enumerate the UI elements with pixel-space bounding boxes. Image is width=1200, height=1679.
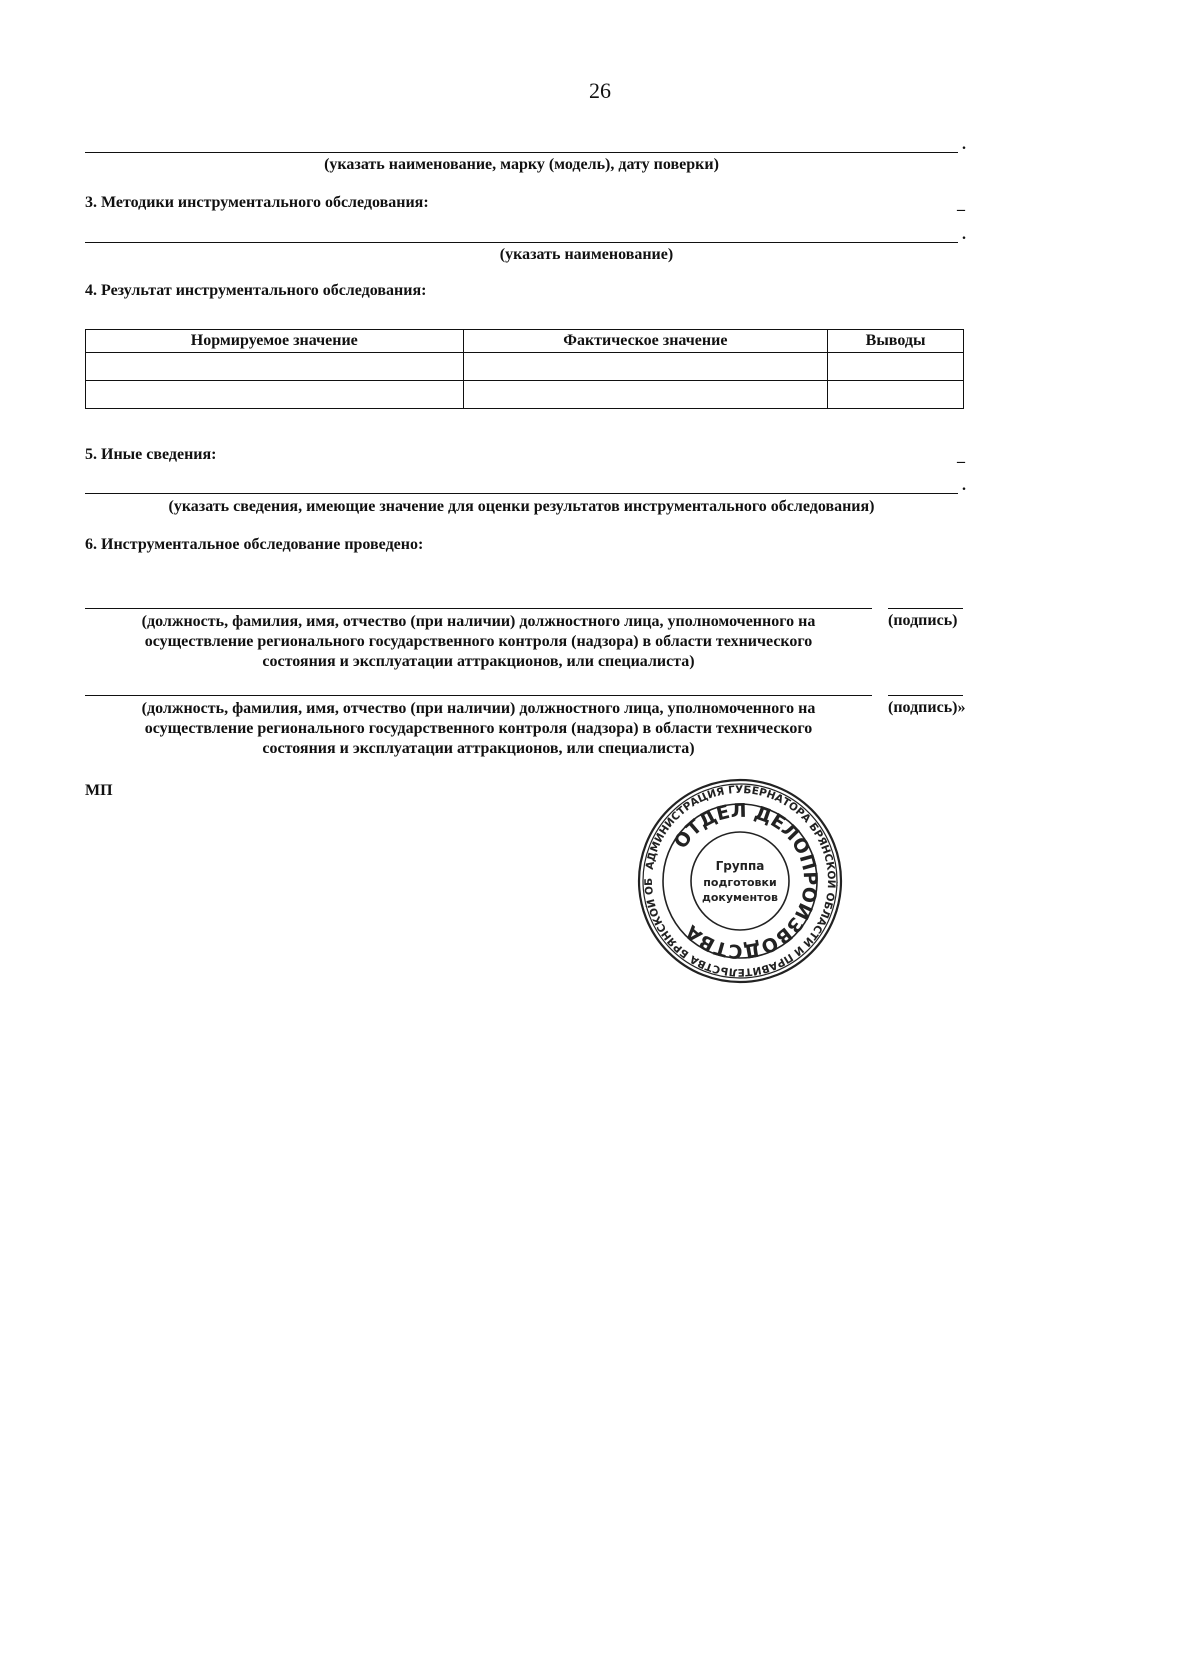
signer2-caption-line2: осуществление регионального государственного контроля (надзора) в области технического [144, 720, 813, 737]
signer2-caption-line3: состояния и эксплуатации аттракционов, или специалиста) [262, 740, 695, 757]
section5-heading: 5. Иные сведения: [85, 446, 217, 463]
signer1-signature-label: (подпись) [888, 612, 958, 629]
section5-end-mark: . [962, 477, 966, 494]
table-row [86, 353, 964, 381]
page-number: 26 [589, 78, 611, 103]
signer2-caption [85, 699, 872, 759]
signer1-name-line[interactable] [85, 608, 872, 609]
column-header-normative: Нормируемое значение [86, 330, 464, 353]
signer1-signature-line[interactable] [888, 608, 963, 609]
section3-end-mark: . [962, 226, 966, 243]
signer2-name-line[interactable] [85, 695, 872, 696]
section3-dash: _ [957, 196, 965, 213]
section5-caption: (указать сведения, имеющие значение для оценки результатов инструментального обследования) [168, 498, 875, 515]
section5-fill-line[interactable] [85, 493, 958, 494]
results-table-header [86, 330, 964, 353]
results-table [85, 329, 964, 409]
signer1-caption-line2: осуществление регионального государственного контроля (надзора) в области технического [144, 633, 813, 650]
section3-heading: 3. Методики инструментального обследования: [85, 194, 429, 211]
mp-label: МП [85, 782, 113, 799]
stamp-seal-icon [635, 776, 845, 986]
device-caption: (указать наименование, марку (модель), дату поверки) [324, 156, 719, 173]
device-line-end-mark: . [962, 136, 966, 153]
column-header-actual: Фактическое значение [463, 330, 828, 353]
table-cell[interactable] [828, 381, 964, 409]
table-row [86, 381, 964, 409]
table-cell[interactable] [828, 353, 964, 381]
table-cell[interactable] [86, 381, 464, 409]
signer2-signature-label: (подпись)» [888, 699, 966, 716]
stamp-outer-text: АДМИНИСТРАЦИЯ ГУБЕРНАТОРА БРЯНСКОЙ ОБЛАСТИ И ПРАВИТЕЛЬСТВА БРЯНСКОЙ ОБ [642, 783, 838, 979]
device-fill-line[interactable] [85, 152, 958, 153]
column-header-conclusions: Выводы [828, 330, 964, 353]
signer2-caption-line1: (должность, фамилия, имя, отчество (при наличии) должностного лица, уполномоченного на [141, 700, 816, 717]
table-cell[interactable] [463, 353, 828, 381]
office-stamp [635, 776, 845, 986]
stamp-inner-text: ОТДЕЛ ДЕЛОПРОИЗВОДСТВА [669, 799, 822, 963]
section6-heading: 6. Инструментальное обследование проведено: [85, 536, 424, 553]
section5-dash: _ [957, 448, 965, 465]
stamp-center-line2: подготовки [703, 876, 777, 889]
table-cell[interactable] [463, 381, 828, 409]
signer1-caption [85, 612, 872, 672]
signer2-signature-line[interactable] [888, 695, 963, 696]
table-cell[interactable] [86, 353, 464, 381]
stamp-center-line1: Группа [715, 859, 765, 873]
section3-caption: (указать наименование) [499, 246, 674, 263]
stamp-center-line3: документов [701, 891, 779, 904]
section4-heading: 4. Результат инструментального обследования: [85, 282, 427, 299]
signer1-caption-line1: (должность, фамилия, имя, отчество (при наличии) должностного лица, уполномоченного на [141, 613, 816, 630]
section3-fill-line[interactable] [85, 242, 958, 243]
signer1-caption-line3: состояния и эксплуатации аттракционов, или специалиста) [262, 653, 695, 670]
